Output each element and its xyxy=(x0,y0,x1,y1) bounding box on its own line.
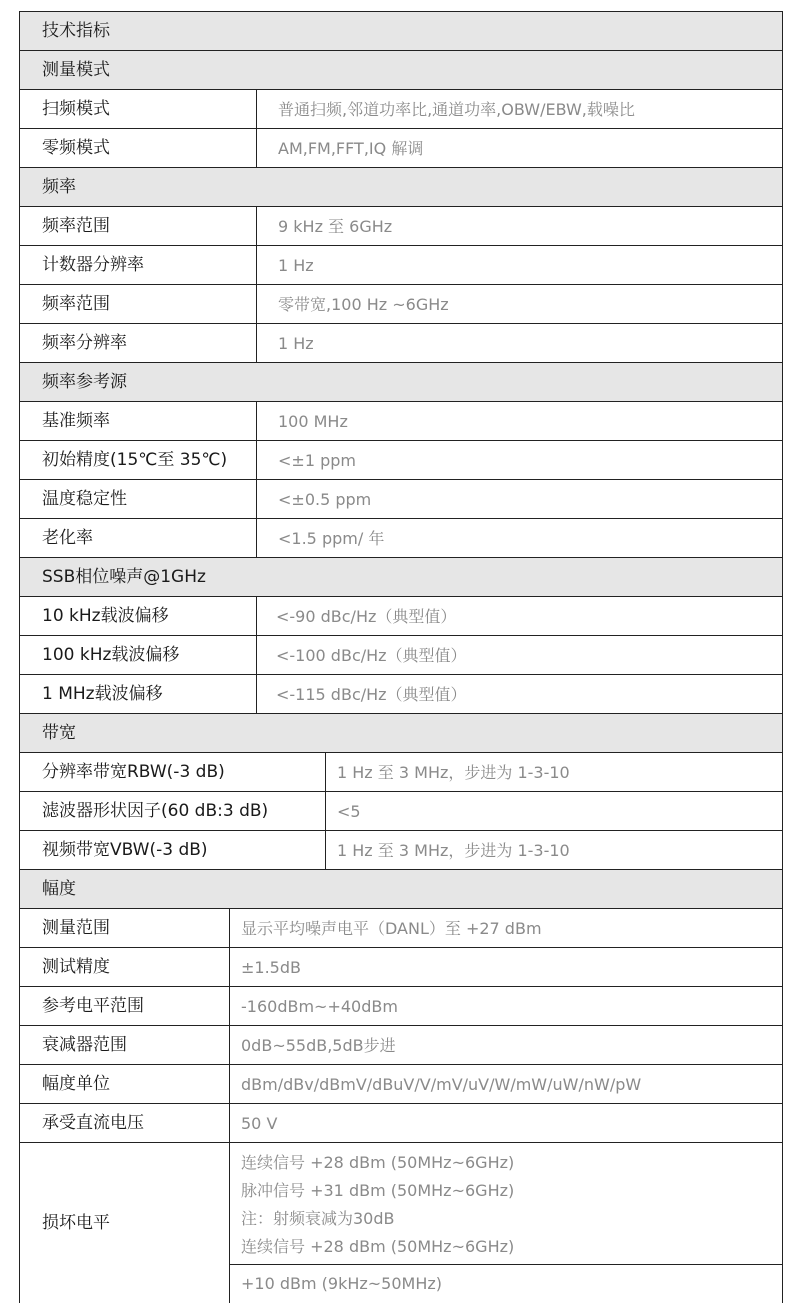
column-divider xyxy=(325,792,326,830)
column-divider xyxy=(229,1026,230,1064)
column-divider xyxy=(256,129,257,167)
column-divider xyxy=(256,246,257,284)
spec-label: 承受直流电压 xyxy=(42,1113,144,1133)
spec-value: 9 kHz 至 6GHz xyxy=(278,217,393,236)
section-header-measure xyxy=(20,51,782,90)
spec-row xyxy=(20,987,782,1026)
spec-label: 基准频率 xyxy=(42,411,110,431)
spec-value: <5 xyxy=(337,802,361,821)
spec-label: 滤波器形状因子(60 dB:3 dB) xyxy=(42,801,269,821)
spec-label: 1 MHz载波偏移 xyxy=(42,684,163,704)
column-divider xyxy=(256,324,257,362)
damage-line: 脉冲信号 +31 dBm (50MHz~6GHz) xyxy=(241,1181,515,1200)
spec-label: 衰减器范围 xyxy=(42,1035,127,1055)
spec-value: <-100 dBc/Hz（典型值） xyxy=(276,646,467,665)
spec-value: 100 MHz xyxy=(278,412,348,431)
spec-row xyxy=(20,831,782,870)
spec-value: <-90 dBc/Hz（典型值） xyxy=(276,607,457,626)
spec-row xyxy=(20,948,782,987)
column-divider xyxy=(256,441,257,479)
spec-value: ±1.5dB xyxy=(241,958,301,977)
column-divider xyxy=(229,1065,230,1103)
spec-value: <±0.5 ppm xyxy=(278,490,372,509)
column-divider xyxy=(256,285,257,323)
spec-value: <1.5 ppm/ 年 xyxy=(278,529,385,548)
spec-value: AM,FM,FFT,IQ 解调 xyxy=(278,139,424,158)
column-divider xyxy=(325,753,326,791)
spec-value: <±1 ppm xyxy=(278,451,356,470)
spec-value: 50 V xyxy=(241,1114,278,1133)
spec-row xyxy=(20,597,782,636)
spec-label: 参考电平范围 xyxy=(42,996,144,1016)
column-divider xyxy=(256,207,257,245)
table-title: 技术指标 xyxy=(42,21,110,41)
spec-row xyxy=(20,1104,782,1143)
spec-value: -160dBm~+40dBm xyxy=(241,997,398,1016)
spec-row xyxy=(20,636,782,675)
spec-row xyxy=(20,792,782,831)
damage-line: 注：射频衰减为30dB xyxy=(241,1209,395,1228)
section-header-amplitude xyxy=(20,870,782,909)
spec-label: 分辨率带宽RBW(-3 dB) xyxy=(42,762,225,782)
column-divider xyxy=(325,831,326,869)
column-divider xyxy=(256,675,257,713)
spec-row xyxy=(20,207,782,246)
section-title: 幅度 xyxy=(42,879,76,899)
column-divider xyxy=(256,480,257,518)
column-divider xyxy=(256,90,257,128)
damage-line: 连续信号 +28 dBm (50MHz~6GHz) xyxy=(241,1153,515,1172)
spec-label: 初始精度(15℃至 35℃) xyxy=(42,450,228,470)
section-title: SSB相位噪声@1GHz xyxy=(42,567,206,587)
column-divider xyxy=(229,1104,230,1142)
spec-value: 普通扫频,邻道功率比,通道功率,OBW/EBW,载噪比 xyxy=(278,100,635,119)
spec-label: 100 kHz载波偏移 xyxy=(42,645,180,665)
column-divider xyxy=(256,636,257,674)
spec-value: <-115 dBc/Hz（典型值） xyxy=(276,685,467,704)
spec-row xyxy=(20,324,782,363)
column-divider xyxy=(256,519,257,557)
spec-row xyxy=(20,246,782,285)
spec-row xyxy=(20,753,782,792)
spec-value: 1 Hz xyxy=(278,256,314,275)
spec-label: 老化率 xyxy=(42,528,93,548)
spec-label: 测量范围 xyxy=(42,918,110,938)
spec-row xyxy=(20,285,782,324)
section-title: 频率 xyxy=(42,177,76,197)
spec-label: 计数器分辨率 xyxy=(42,255,144,275)
spec-label: 幅度单位 xyxy=(42,1074,110,1094)
section-header-ssb xyxy=(20,558,782,597)
spec-label: 频率范围 xyxy=(42,294,110,314)
spec-row xyxy=(20,441,782,480)
spec-label: 视频带宽VBW(-3 dB) xyxy=(42,840,208,860)
section-header-reference xyxy=(20,363,782,402)
spec-row xyxy=(20,1065,782,1104)
spec-label: 频率分辨率 xyxy=(42,333,127,353)
column-divider xyxy=(256,597,257,635)
spec-value: 0dB~55dB,5dB步进 xyxy=(241,1036,396,1055)
spec-row xyxy=(20,129,782,168)
spec-value: dBm/dBv/dBmV/dBuV/V/mV/uV/W/mW/uW/nW/pW xyxy=(241,1075,642,1094)
column-divider xyxy=(229,909,230,947)
spec-value: 1 Hz xyxy=(278,334,314,353)
damage-level-notes xyxy=(230,1143,782,1265)
spec-row xyxy=(20,909,782,948)
spec-label: 损坏电平 xyxy=(42,1213,110,1233)
column-divider xyxy=(229,948,230,986)
section-title: 频率参考源 xyxy=(42,372,127,392)
spec-label: 测试精度 xyxy=(42,957,110,977)
spec-value: 显示平均噪声电平（DANL）至 +27 dBm xyxy=(241,919,542,938)
section-header-frequency xyxy=(20,168,782,207)
column-divider xyxy=(229,987,230,1025)
section-title: 测量模式 xyxy=(42,60,110,80)
section-header-bandwidth xyxy=(20,714,782,753)
spec-value: 1 Hz 至 3 MHz，步进为 1-3-10 xyxy=(337,841,570,860)
spec-row xyxy=(20,480,782,519)
damage-extra-value: +10 dBm (9kHz~50MHz) xyxy=(241,1274,443,1293)
spec-label: 零频模式 xyxy=(42,138,110,158)
spec-label: 温度稳定性 xyxy=(42,489,127,509)
damage-level-row xyxy=(20,1143,782,1303)
spec-row xyxy=(20,675,782,714)
spec-row xyxy=(20,519,782,558)
spec-row xyxy=(20,90,782,129)
spec-row xyxy=(20,1026,782,1065)
spec-row xyxy=(20,402,782,441)
section-title: 带宽 xyxy=(42,723,76,743)
spec-label: 扫频模式 xyxy=(42,99,110,119)
spec-label: 频率范围 xyxy=(42,216,110,236)
spec-value: 1 Hz 至 3 MHz，步进为 1-3-10 xyxy=(337,763,570,782)
spec-value: 零带宽,100 Hz ~6GHz xyxy=(278,295,449,314)
damage-line: 连续信号 +28 dBm (50MHz~6GHz) xyxy=(241,1237,515,1256)
spec-table xyxy=(19,11,783,1303)
table-title-row xyxy=(20,12,782,51)
column-divider xyxy=(256,402,257,440)
spec-label: 10 kHz载波偏移 xyxy=(42,606,169,626)
